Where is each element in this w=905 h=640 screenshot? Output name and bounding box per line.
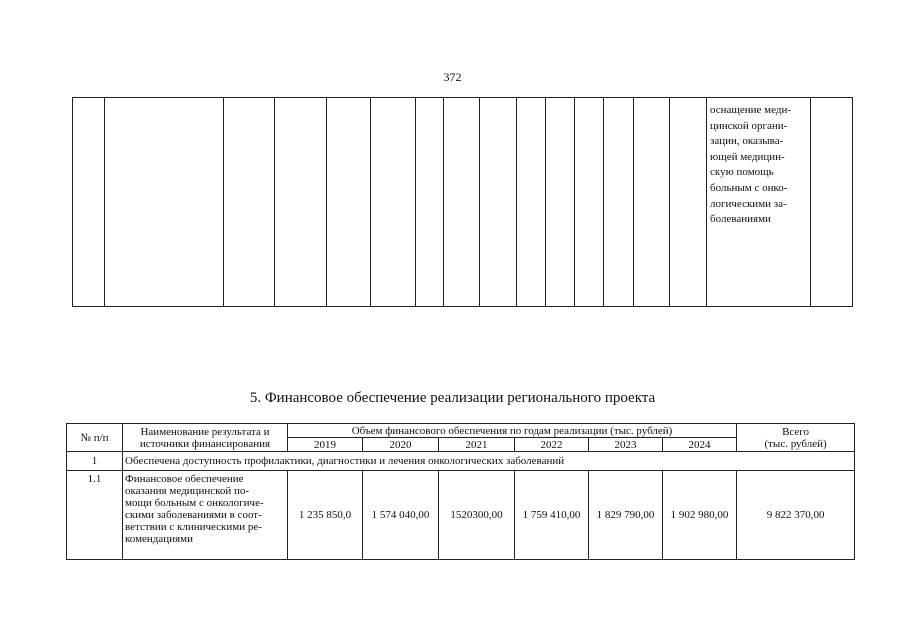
table-divider bbox=[633, 98, 634, 306]
value-2022: 1 759 410,00 bbox=[515, 471, 589, 560]
year-2020: 2020 bbox=[363, 438, 439, 452]
row-num: 1 bbox=[67, 452, 123, 471]
header-row bbox=[67, 424, 855, 438]
year-2022: 2022 bbox=[515, 438, 589, 452]
table-row bbox=[67, 452, 855, 471]
value-2021: 1520300,00 bbox=[439, 471, 515, 560]
table-divider bbox=[706, 98, 707, 306]
volume-header: Объем финансового обеспечения по годам реализации (тыс. рублей) bbox=[288, 424, 737, 438]
value-2019: 1 235 850,0 bbox=[288, 471, 363, 560]
year-2024: 2024 bbox=[663, 438, 737, 452]
table-divider bbox=[810, 98, 811, 306]
row-description: Финансовое обеспечение оказания медицинской по- мощи больным с онкологиче- скими заболеваниями в соот- ветствии с клиническими ре- комендациями bbox=[123, 471, 288, 560]
table-divider bbox=[415, 98, 416, 306]
table-divider bbox=[545, 98, 546, 306]
section-title: 5. Финансовое обеспечение реализации регионального проекта bbox=[249, 390, 656, 406]
financing-table bbox=[66, 423, 855, 560]
table-divider bbox=[443, 98, 444, 306]
table-divider bbox=[370, 98, 371, 306]
table-divider bbox=[104, 98, 105, 306]
year-2021: 2021 bbox=[439, 438, 515, 452]
table-divider bbox=[326, 98, 327, 306]
table-divider bbox=[274, 98, 275, 306]
continuation-table bbox=[72, 97, 853, 307]
total-header: Всего (тыс. рублей) bbox=[737, 424, 855, 452]
row-title: Обеспечена доступность профилактики, диагностики и лечения онкологических заболеваний bbox=[123, 452, 855, 471]
table-divider bbox=[516, 98, 517, 306]
table-divider bbox=[669, 98, 670, 306]
col-num-header: № п/п bbox=[67, 424, 123, 452]
value-2024: 1 902 980,00 bbox=[663, 471, 737, 560]
col-name-header: Наименование результата и источники финансирования bbox=[123, 424, 288, 452]
table-divider bbox=[223, 98, 224, 306]
row-num: 1.1 bbox=[67, 471, 123, 560]
table-row bbox=[67, 471, 855, 560]
value-total: 9 822 370,00 bbox=[737, 471, 855, 560]
value-2023: 1 829 790,00 bbox=[589, 471, 663, 560]
table-divider bbox=[479, 98, 480, 306]
year-2023: 2023 bbox=[589, 438, 663, 452]
page-number: 372 bbox=[443, 70, 462, 84]
value-2020: 1 574 040,00 bbox=[363, 471, 439, 560]
cell-text-equipment: оснащение меди- цинской органи- зации, оказыва- ющей медицин- скую помощь больным с онко- логическими за- болеваниями bbox=[710, 104, 792, 226]
table-divider bbox=[574, 98, 575, 306]
year-2019: 2019 bbox=[288, 438, 363, 452]
table-divider bbox=[603, 98, 604, 306]
